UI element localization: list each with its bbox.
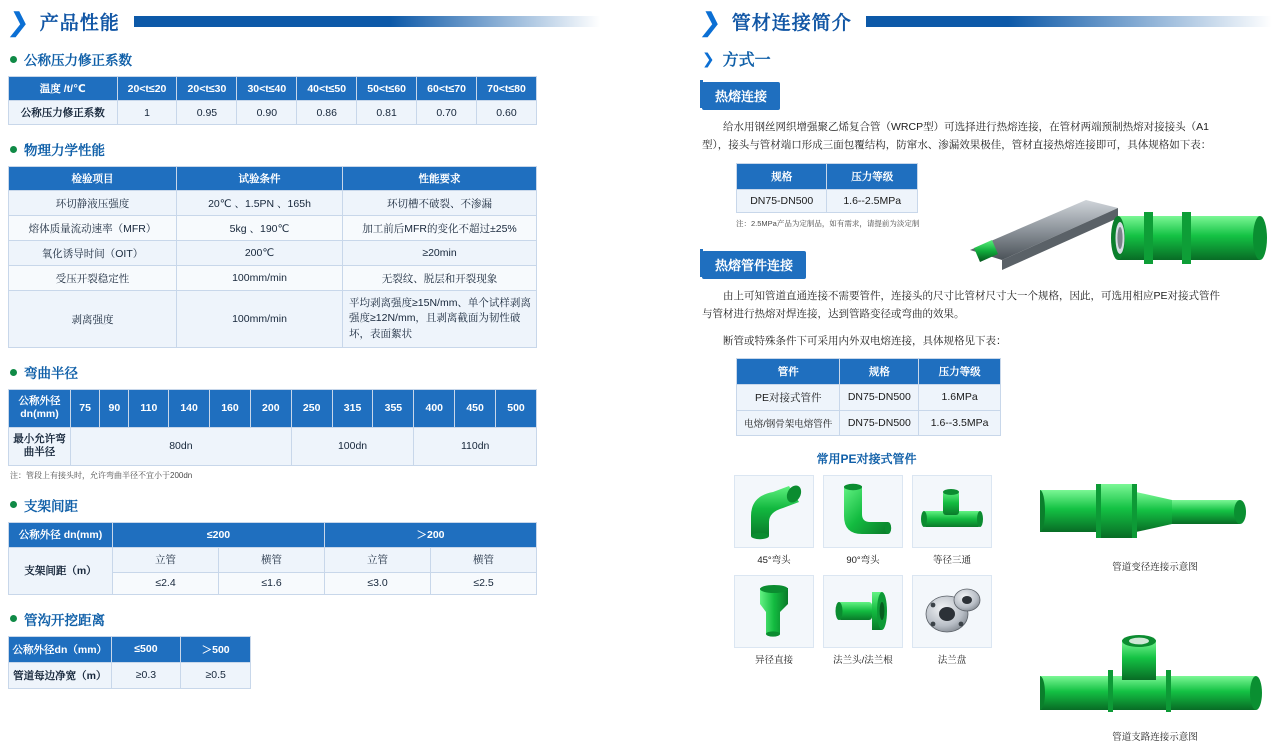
cell: ≤3.0	[325, 572, 431, 594]
fitting-thumbnail	[912, 475, 992, 548]
fitting-card-tee-equal	[912, 475, 992, 566]
cell: 温度 /t/℃	[9, 77, 118, 101]
table-hot-melt-spec	[736, 163, 918, 213]
reducer-connection-illustration	[1040, 470, 1270, 552]
subsection-physical-mechanical	[10, 139, 600, 159]
table-row	[9, 77, 537, 101]
subsection-title: 支架间距	[24, 498, 78, 514]
header-bar-decoration	[134, 16, 600, 27]
subsection-method-one	[702, 47, 1272, 70]
table-header-row	[737, 163, 918, 189]
cell: 规格	[737, 163, 827, 189]
header-bar-decoration	[866, 16, 1272, 27]
paragraph-fitting-1: 由上可知管道直通连接不需要管件，连接头的尺寸比管材尺寸大一个规格，因此，可选用相应PE对接式管件与管材进行热熔对焊连接，达到管路变径或弯曲的效果。	[702, 289, 1221, 321]
fitting-thumbnail	[912, 575, 992, 648]
cell: 性能要求	[343, 167, 537, 191]
cell: 315	[332, 390, 373, 427]
cell: 60<t≤70	[417, 77, 477, 101]
cell: 110dn	[414, 427, 537, 465]
table-row	[9, 101, 537, 125]
elbow-90-icon	[832, 482, 894, 540]
table-row	[737, 384, 1001, 410]
cell: 1	[117, 101, 177, 125]
cell: 100mm/min	[177, 291, 343, 348]
fittings-gallery-title: 常用PE对接式管件	[816, 451, 917, 466]
cell: 支架间距（m）	[9, 547, 113, 594]
cell: 75	[71, 390, 100, 427]
fitting-thumbnail	[823, 575, 903, 648]
cell: DN75-DN500	[737, 189, 827, 212]
fitting-card-flange-plate	[912, 575, 992, 666]
cell: ＞500	[181, 636, 251, 662]
cell: 20<t≤20	[117, 77, 177, 101]
table-header-row	[737, 358, 1001, 384]
cell: 公称压力修正系数	[9, 101, 118, 125]
cell: 100mm/min	[177, 266, 343, 291]
table-header-row	[9, 390, 537, 427]
chevron-right-small-icon: ❯	[702, 50, 715, 68]
cell: 公称外径dn（mm）	[9, 636, 112, 662]
paragraph-hot-melt: 给水用钢丝网织增强聚乙烯复合管（WRCP型）可选择进行热熔连接，在管材两端预制热熔对接接头（A1型），接头与管材端口形成三面包覆结构，防窜水、渗漏效果极佳，管材直接热熔连接即可，具体规格如下表：	[702, 121, 1212, 152]
cell: 160	[210, 390, 251, 427]
cell: 0.70	[417, 101, 477, 125]
reducer-icon	[746, 582, 802, 640]
cell: DN75-DN500	[840, 384, 919, 410]
flange-stub-icon	[830, 584, 896, 638]
cell: 无裂纹、脱层和开裂现象	[343, 266, 537, 291]
cell: 200	[250, 390, 291, 427]
fitting-card-elbow-45	[734, 475, 814, 566]
left-column	[0, 0, 600, 755]
table-fitting-spec	[736, 358, 1001, 436]
cell: ≤1.6	[219, 572, 325, 594]
cell: 0.90	[237, 101, 297, 125]
section-header-pipe-connection	[697, 6, 1272, 37]
subsection-title: 物理力学性能	[24, 143, 105, 158]
table-row	[737, 410, 1001, 435]
fitting-caption: 异径直接	[754, 654, 793, 666]
cell: 0.60	[476, 101, 536, 125]
bullet-dot-icon	[10, 615, 17, 622]
figure-branch-connection	[1040, 630, 1270, 743]
figure-hot-melt-joint	[968, 190, 1268, 278]
fitting-caption: 法兰头/法兰根	[833, 654, 893, 666]
fitting-caption: 90°弯头	[846, 554, 880, 566]
subsection-title: 弯曲半径	[24, 366, 78, 382]
cell: 0.86	[297, 101, 357, 125]
fitting-card-elbow-90	[823, 475, 903, 566]
table-row	[9, 547, 537, 572]
cell: 公称外径 dn(mm)	[9, 522, 113, 547]
subsection-title: 方式一	[722, 52, 771, 69]
table-pressure-correction	[8, 76, 537, 125]
cell: 90	[100, 390, 129, 427]
cell: 受压开裂稳定性	[9, 266, 177, 291]
cell: 最小允许弯曲半径	[9, 427, 71, 465]
tag-hot-melt-connection	[702, 82, 1272, 110]
paragraph-fitting-2: 断管或特殊条件下可采用内外双电熔连接，具体规格见下表：	[723, 334, 1007, 347]
cell: 5kg 、190℃	[177, 216, 343, 241]
subsection-pressure-correction	[10, 49, 600, 69]
table-row	[9, 241, 537, 266]
cell: ＞200	[325, 522, 537, 547]
cell: 100dn	[291, 427, 414, 465]
table-header-row	[9, 167, 537, 191]
pipe-joint-illustration	[968, 190, 1268, 278]
table-support-spacing	[8, 522, 537, 595]
cell: 加工前后MFR的变化不超过±25%	[343, 216, 537, 241]
table-header-row	[9, 522, 537, 547]
cell: PE对接式管件	[737, 384, 840, 410]
table-header-row	[9, 636, 251, 662]
chevron-right-icon: ❯	[697, 6, 724, 37]
cell: 400	[414, 390, 455, 427]
cell: 1.6--2.5MPa	[827, 189, 918, 212]
cell: 环切槽不破裂、不渗漏	[343, 191, 537, 216]
right-column	[697, 0, 1272, 755]
page-title: 管材连接简介	[731, 13, 852, 34]
subsection-title: 管沟开挖距离	[24, 612, 105, 628]
cell: 公称外径 dn(mm)	[9, 390, 71, 427]
fitting-caption: 45°弯头	[757, 554, 791, 566]
figure-caption: 管道变径连接示意图	[1112, 562, 1198, 573]
cell: 平均剥离强度≥15N/mm、单个试样剥离强度≥12N/mm，且剥离截面为韧性破坏，表面絮状	[343, 291, 537, 348]
table-row	[9, 291, 537, 348]
cell: 环切静液压强度	[9, 191, 177, 216]
cell: 140	[169, 390, 210, 427]
tag-label: 热熔管件连接	[702, 251, 806, 279]
cell: 1.6--3.5MPa	[919, 410, 1001, 435]
cell: 横管	[431, 547, 537, 572]
cell: 250	[291, 390, 332, 427]
table-row	[9, 427, 537, 465]
fitting-caption: 法兰盘	[937, 654, 967, 666]
table-row	[737, 189, 918, 212]
fitting-caption: 等径三通	[932, 554, 971, 566]
cell: 压力等级	[827, 163, 918, 189]
flange-plate-icon	[919, 584, 985, 638]
cell: 横管	[219, 547, 325, 572]
cell: 1.6MPa	[919, 384, 1001, 410]
cell: ≥0.3	[111, 662, 181, 688]
cell: 0.81	[357, 101, 417, 125]
cell: 30<t≤40	[237, 77, 297, 101]
table-bend-radius	[8, 389, 537, 466]
branch-connection-illustration	[1040, 630, 1270, 722]
cell: 试验条件	[177, 167, 343, 191]
cell: 熔体质量流动速率（MFR）	[9, 216, 177, 241]
bullet-dot-icon	[10, 146, 17, 153]
cell: 检验项目	[9, 167, 177, 191]
subsection-trench-distance	[10, 609, 600, 629]
fitting-thumbnail	[823, 475, 903, 548]
cell: DN75-DN500	[840, 410, 919, 435]
bullet-dot-icon	[10, 56, 17, 63]
table-trench-distance	[8, 636, 251, 689]
cell: 规格	[840, 358, 919, 384]
bullet-dot-icon	[10, 501, 17, 508]
cell: 剥离强度	[9, 291, 177, 348]
fitting-card-reducer	[734, 575, 814, 666]
cell: ≥0.5	[181, 662, 251, 688]
cell: ≤2.4	[113, 572, 219, 594]
cell: 200℃	[177, 241, 343, 266]
cell: 20<t≤30	[177, 77, 237, 101]
table-note: 注：管段上有接头时，允许弯曲半径不宜小于200dn	[10, 470, 193, 480]
table-row	[9, 266, 537, 291]
cell: ≤200	[113, 522, 325, 547]
page-title: 产品性能	[39, 13, 120, 34]
cell: 355	[373, 390, 414, 427]
section-header-product-performance	[5, 6, 600, 37]
fitting-thumbnail	[734, 575, 814, 648]
cell: ≤500	[111, 636, 181, 662]
subsection-bend-radius	[10, 362, 600, 382]
cell: 0.95	[177, 101, 237, 125]
cell: ≤2.5	[431, 572, 537, 594]
cell: 40<t≤50	[297, 77, 357, 101]
elbow-45-icon	[743, 482, 805, 540]
cell: 立管	[325, 547, 431, 572]
cell: 50<t≤60	[357, 77, 417, 101]
figure-caption: 管道支路连接示意图	[1112, 732, 1198, 743]
chevron-right-icon: ❯	[5, 6, 32, 37]
cell: 压力等级	[919, 358, 1001, 384]
cell: 110	[129, 390, 169, 427]
cell: 立管	[113, 547, 219, 572]
table-note: 注：2.5MPa产品为定制品，如有需求，请提前为淡定制	[736, 218, 920, 228]
cell: 氧化诱导时间（OIT）	[9, 241, 177, 266]
table-row	[9, 191, 537, 216]
cell: 20℃ 、1.5PN 、165h	[177, 191, 343, 216]
cell: 电熔/钢骨架电熔管件	[737, 410, 840, 435]
cell: 80dn	[71, 427, 292, 465]
fitting-thumbnail	[734, 475, 814, 548]
tag-label: 热熔连接	[702, 82, 780, 110]
table-physical-mechanical	[8, 166, 537, 348]
table-row	[9, 662, 251, 688]
cell: 500	[496, 390, 537, 427]
tee-equal-icon	[919, 485, 985, 537]
cell: 70<t≤80	[476, 77, 536, 101]
cell: 管件	[737, 358, 840, 384]
bullet-dot-icon	[10, 369, 17, 376]
cell: 450	[455, 390, 496, 427]
cell: 管道每边净宽（m）	[9, 662, 112, 688]
fitting-card-flange-stub	[823, 575, 903, 666]
subsection-support-spacing	[10, 495, 600, 515]
figure-reducer-connection	[1040, 470, 1270, 573]
cell: ≥20min	[343, 241, 537, 266]
table-row	[9, 216, 537, 241]
subsection-title: 公称压力修正系数	[24, 53, 132, 68]
